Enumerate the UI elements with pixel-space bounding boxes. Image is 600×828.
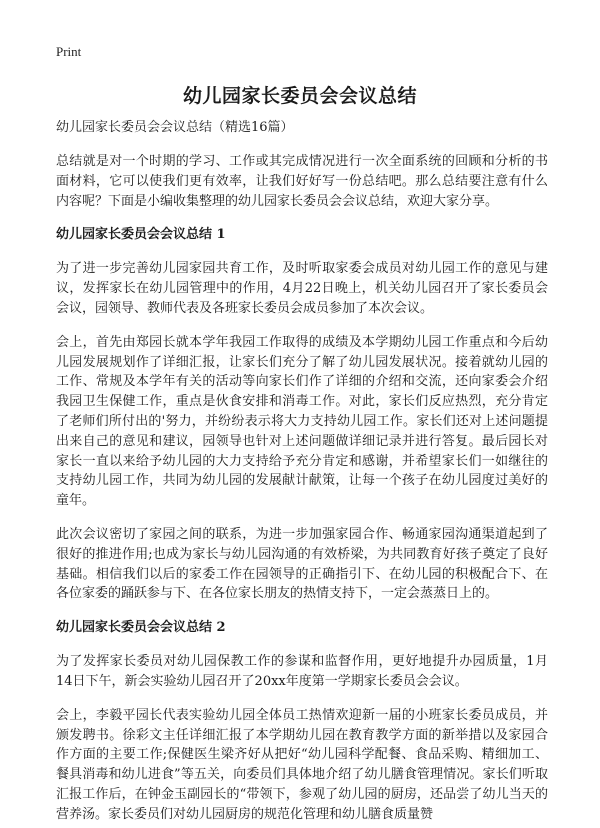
section-2-heading: 幼儿园家长委员会会议总结 2	[56, 620, 226, 636]
page-title: 幼儿园家长委员会会议总结	[182, 85, 417, 107]
section-1-paragraph-3: 此次会议密切了家园之间的联系，为进一步加强家园合作、畅通家园沟通渠道起到了很好的推进作用;也成为家长与幼儿园沟通的有效桥梁，为共同教育好孩子奠定了良好基础。相信我们以后的家委工作在园领导的正确指引下、在幼儿园的积极配合下、在各位家委的踊跃参与下、在各位家长朋友的热情支持下，一定会蒸蒸日上的。	[56, 526, 548, 602]
document-subtitle: 幼儿园家长委员会会议总结（精选16篇）	[56, 120, 294, 135]
section-2-paragraph-1: 为了发挥家长委员对幼儿园保教工作的参谋和监督作用，更好地提升办园质量，1月14日下午，新会实验幼儿园召开了20xx年度第一学期家长委员会会议。	[56, 654, 548, 689]
print-link[interactable]: Print	[56, 44, 82, 59]
section-2-paragraph-2: 会上，李毅平园长代表实验幼儿园全体员工热情欢迎新一届的小班家长委员成员，并颁发聘书。徐彩文主任详细汇报了本学期幼儿园在教育教学方面的新举措以及家园合作方面的主要工作;保健医生梁齐好从把好“幼儿园科学配餐、食品采购、精细加工、餐具消毒和幼儿进食”等五关，向委员们具体地介绍了幼儿膳食管理情况。家长们听取汇报工作后，在钟金玉副园长的“带领下，参观了幼儿园的厨房，还品尝了幼儿当天的营养汤。家长委员们对幼儿园厨房的规范化管理和幼儿膳食质量赞	[56, 707, 548, 822]
article-body	[56, 118, 548, 828]
intro-paragraph: 总结就是对一个时期的学习、工作或其完成情况进行一次全面系统的回顾和分析的书面材料，它可以使我们更有效率，让我们好好写一份总结吧。那么总结要注意有什么内容呢？下面是小编收集整理的幼儿园家长委员会会议总结，欢迎大家分享。	[56, 154, 548, 209]
section-1-paragraph-2: 会上，首先由郑园长就本学年我园工作取得的成绩及本学期幼儿园工作重点和今后幼儿园发展规划作了详细汇报，让家长们充分了解了幼儿园发展状况。接着就幼儿园的工作、常规及本学年有关的活动等向家长们作了详细的介绍和交流，还向家委会介绍我园卫生保健工作，重点是伙食安排和消毒工作。对此，家长们反应热烈，充分肯定了老师们所付出的'努力，并纷纷表示将大力支持幼儿园工作。家长们还对上述问题提出来自己的意见和建议，园领导也针对上述问题做详细记录并进行答复。最后园长对家长一直以来给予幼儿园的大力支持给予充分肯定和感谢，并希望家长们一如继往的支持幼儿园工作，共同为幼儿园的发展献计献策，让每一个孩子在幼儿园度过美好的童年。	[56, 334, 548, 509]
section-1-paragraph-1: 为了进一步完善幼儿园家园共育工作，及时听取家委会成员对幼儿园工作的意见与建议，发挥家长在幼儿园管理中的作用，4月22日晚上，机关幼儿园召开了家长委员会会议，园领导、教师代表及各班家长委员会成员参加了本次会议。	[56, 261, 548, 316]
section-1-heading: 幼儿园家长委员会会议总结 1	[56, 227, 226, 243]
